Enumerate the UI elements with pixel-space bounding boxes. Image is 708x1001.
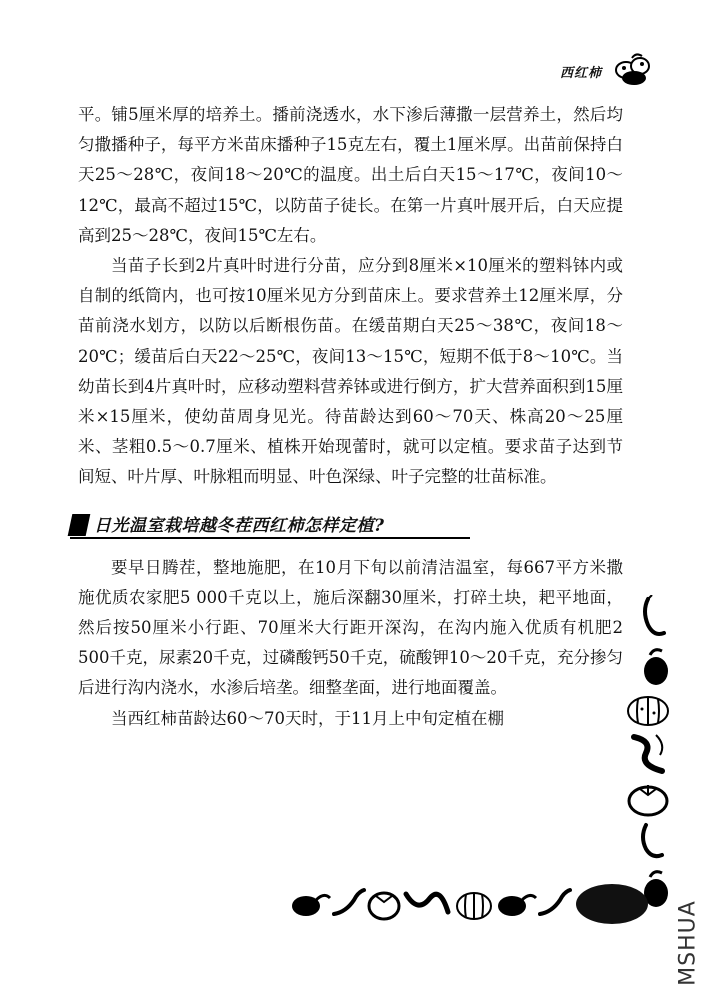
section-heading bbox=[70, 511, 470, 539]
paragraph-seedling-division: 当苗子长到2片真叶时进行分苗，应分到8厘米×10厘米的塑料钵内或自制的纸筒内，也可按10厘米见方分到苗床上。要求营养土12厘米厚，分苗前浇水划方，以防以后断根伤苗。在缓苗期白天25～38℃，夜间18～20℃；缓苗后白天22～25℃，夜间13～15℃，短期不低于8～10℃。当幼苗长到4片真叶时，应移动塑料营养钵或进行倒方，扩大营养面积到15厘米×15厘米，使幼苗周身见光。待苗龄达到60～70天、株高20～25厘米、茎粗0.5～0.7厘米、植株开始现蕾时，就可以定植。要求苗子达到节间短、叶片厚、叶脉粗而明显、叶色深绿、叶子完整的壮苗标准。 bbox=[78, 256, 623, 487]
bean-icon bbox=[626, 731, 670, 775]
paragraph-continued: 平。铺5厘米厚的培养土。播前浇透水，水下渗后薄撒一层营养土，然后均匀撒播种子，每平方米苗床播种子15克左右，覆土1厘米厚。出苗前保持白天25～28℃，夜间18～20℃的温度。出土后白天15～17℃，夜间10～12℃，最高不超过15℃，以防苗子徒长。在第一片真叶展开后，白天应提高到25～28℃，夜间15℃左右。 bbox=[78, 105, 623, 245]
pepper-icon bbox=[334, 890, 364, 914]
pumpkin-icon bbox=[626, 691, 670, 727]
vegetable-cluster-icon bbox=[612, 52, 658, 88]
eggplant-icon bbox=[634, 643, 674, 687]
bean-icon bbox=[406, 894, 448, 912]
section-heading-text: 日光温室栽培越冬茬西红柿怎样定植? bbox=[94, 515, 385, 536]
running-header-title: 西红柿 bbox=[560, 66, 603, 81]
pepper-icon bbox=[540, 890, 570, 914]
eggplant-icon bbox=[292, 895, 330, 916]
heading-marker bbox=[68, 514, 91, 536]
pumpkin-icon bbox=[457, 893, 491, 919]
paragraph-soil-preparation: 要早日腾茬，整地施肥，在10月下旬以前清洁温室，每667平方米撒施优质农家肥5 000千克以上，施后深翻30厘米，打碎土块，耙平地面，然后按50厘米小行距、70厘米大行距开深沟，在沟内施入优质有机肥2 500千克，尿素20千克，过磷酸钙50千克，硫酸钾10～20千克，充分掺匀后进行沟内浇水，水渗后培垄。细整垄面，进行地面覆盖。 bbox=[78, 557, 623, 698]
dark-blob-icon bbox=[576, 884, 648, 924]
heading-underline bbox=[70, 537, 470, 539]
watermark bbox=[676, 888, 700, 998]
tomato-icon bbox=[369, 893, 399, 919]
watermark-text: MSHUA bbox=[675, 900, 701, 986]
bottom-decoration bbox=[290, 878, 650, 928]
page-body bbox=[78, 100, 623, 734]
side-decoration bbox=[626, 595, 676, 909]
paragraph-transplanting: 当西红柿苗龄达60～70天时，于11月上中旬定植在棚 bbox=[111, 708, 504, 728]
eggplant-icon bbox=[498, 895, 536, 916]
running-header bbox=[560, 62, 660, 92]
pepper-icon bbox=[634, 821, 674, 861]
tomato-icon bbox=[626, 779, 670, 817]
pepper-icon bbox=[634, 595, 674, 639]
